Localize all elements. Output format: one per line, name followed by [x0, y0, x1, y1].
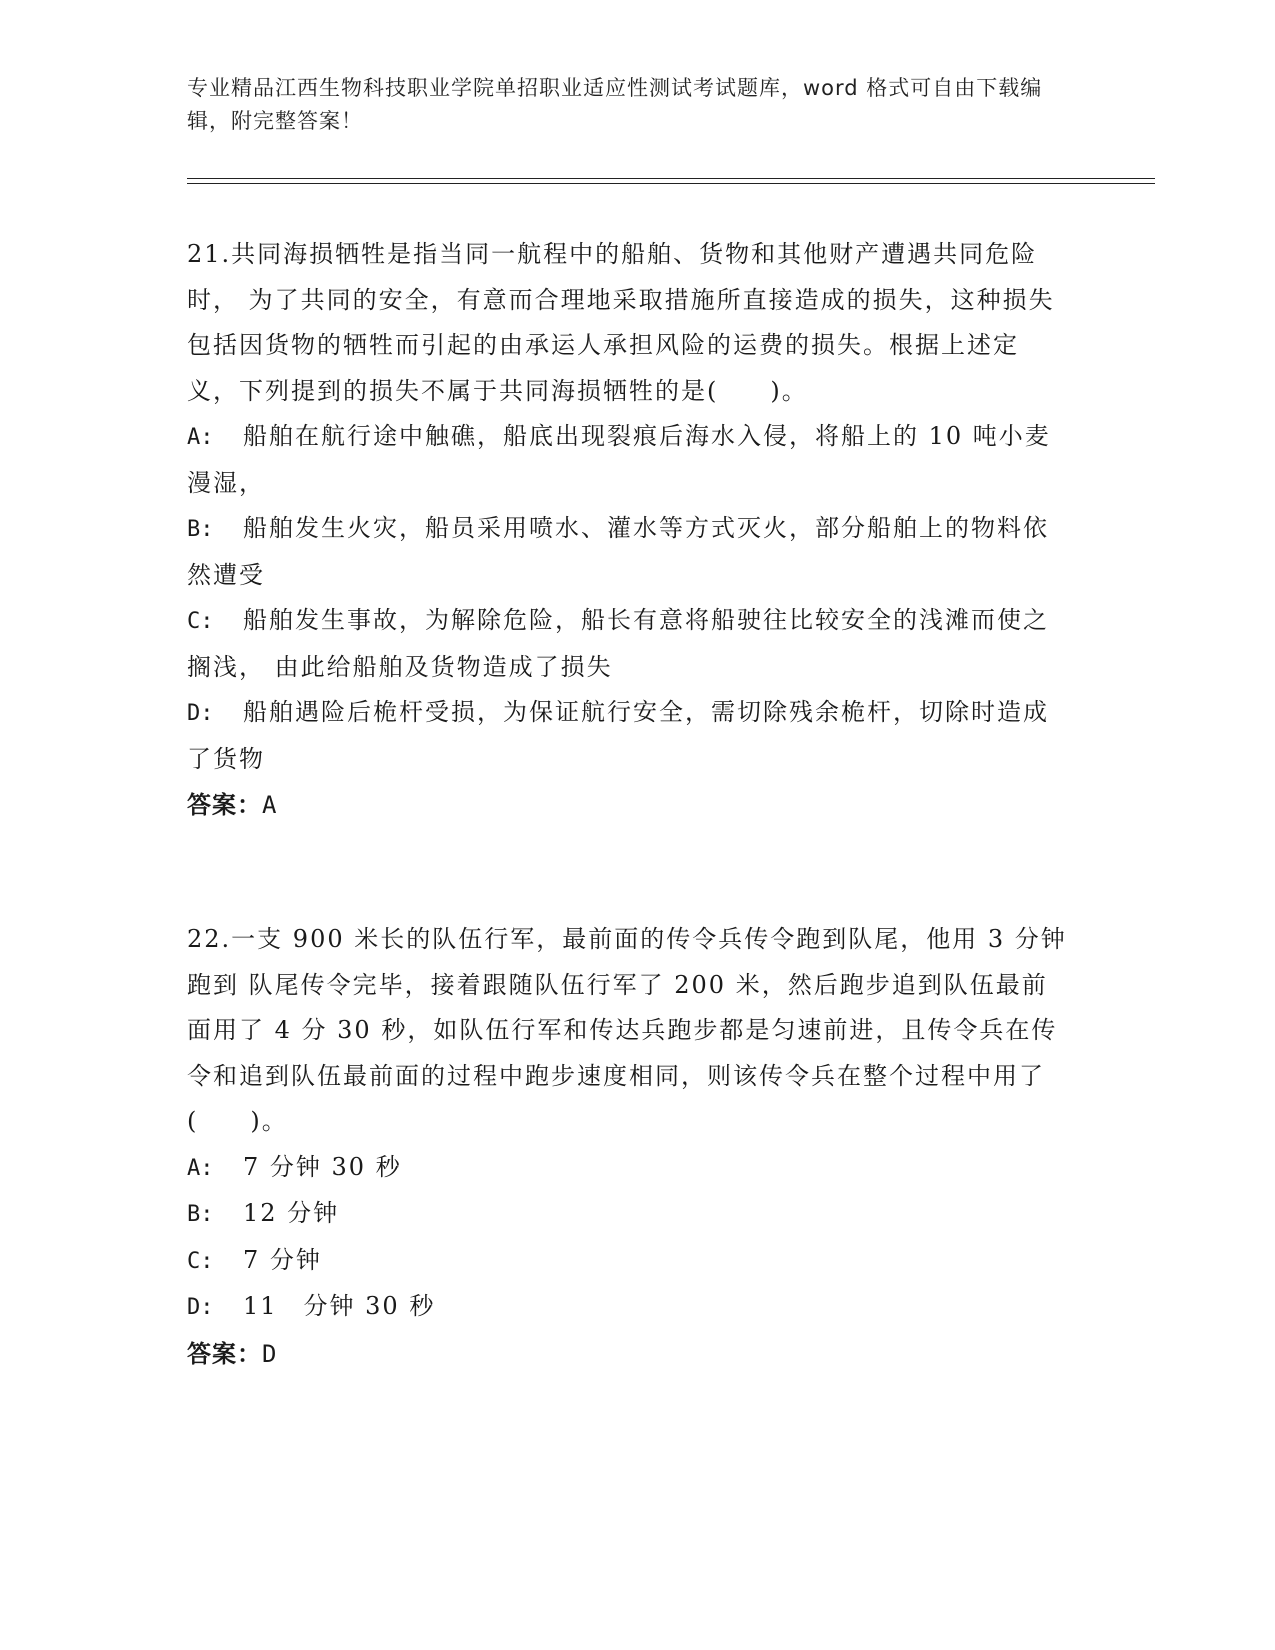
answer-value: A — [262, 791, 278, 819]
option-key: A: — [187, 1155, 214, 1181]
answer-value: D — [262, 1339, 278, 1368]
option-text: 7 分钟 — [243, 1245, 322, 1274]
option-key: D: — [187, 701, 214, 726]
option-text: 12 分钟 — [243, 1199, 340, 1227]
option-key: B: — [187, 1202, 214, 1227]
option-a — [187, 1145, 1067, 1192]
option-text: 船舶发生事故，为解除危险，船长有意将船驶往比较安全的浅滩而使之搁浅， 由此给船舶及货物造成了损失 — [187, 606, 1049, 681]
option-b — [187, 506, 1067, 598]
header-rule-bottom — [187, 183, 1155, 184]
question-21 — [187, 232, 1067, 828]
document-header: 专业精品江西生物科技职业学院单招职业适应性测试考试题库，word 格式可自由下载编辑，附完整答案！ — [187, 76, 1043, 133]
option-key: D: — [187, 1295, 214, 1320]
option-d — [187, 690, 1067, 782]
answer-line — [187, 782, 1067, 828]
option-key: A: — [187, 425, 214, 450]
question-22 — [187, 917, 1067, 1377]
option-a — [187, 414, 1067, 506]
option-text: 7 分钟 30 秒 — [243, 1152, 402, 1181]
option-key: C: — [187, 609, 214, 634]
option-key: B: — [187, 517, 214, 542]
answer-line — [187, 1331, 1067, 1377]
header-rule-top — [187, 178, 1155, 179]
question-stem: 21.共同海损牺牲是指当同一航程中的船舶、货物和其他财产遭遇共同危险时， 为了共同的安全，有意而合理地采取措施所直接造成的损失，这种损失包括因货物的牺牲而引起的由承运人承担风险的运费的损失。根据上述定义，下列提到的损失不属于共同海损牺牲的是( )。 — [187, 240, 1055, 405]
answer-label: 答案： — [187, 1339, 262, 1368]
option-d — [187, 1284, 1067, 1331]
option-text: 11 分钟 30 秒 — [243, 1292, 436, 1320]
question-stem: 22.一支 900 米长的队伍行军，最前面的传令兵传令跑到队尾，他用 3 分钟跑到 队尾传令完毕，接着跟随队伍行军了 200 米，然后跑步追到队伍最前面用了 4 分 30 秒，如队伍行军和传达兵跑步都是匀速前进，且传令兵在传令和追到队伍最前面的过程中跑步速度相同，则该传令兵在整个过程中用了( )。 — [187, 925, 1067, 1135]
option-key: C: — [187, 1248, 214, 1274]
option-text: 船舶遇险后桅杆受损，为保证航行安全，需切除残余桅杆，切除时造成了货物 — [187, 698, 1049, 773]
option-text: 船舶发生火灾，船员采用喷水、灌水等方式灭火，部分船舶上的物料依然遭受 — [187, 514, 1049, 589]
option-c — [187, 1238, 1067, 1285]
option-text: 船舶在航行途中触礁，船底出现裂痕后海水入侵，将船上的 10 吨小麦漫湿， — [187, 422, 1051, 497]
option-c — [187, 598, 1067, 690]
answer-label: 答案： — [187, 791, 262, 819]
option-b — [187, 1191, 1067, 1238]
